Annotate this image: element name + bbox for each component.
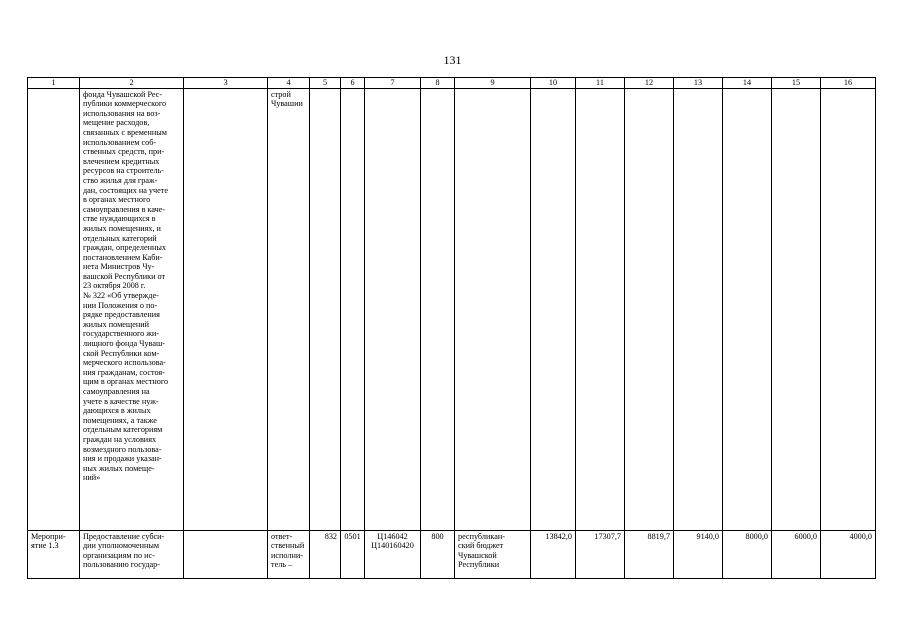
cell-empty (674, 88, 723, 530)
column-number: 11 (576, 78, 625, 89)
cell-empty (421, 88, 455, 530)
page-number: 131 (443, 53, 462, 67)
cell-empty (531, 88, 576, 530)
column-number: 9 (455, 78, 531, 89)
column-number: 13 (674, 78, 723, 89)
cell-empty (821, 88, 876, 530)
cell-measure-number: Меропри- ятие 1.3 (28, 530, 80, 578)
cell-responsible-executor: строй Чувашии (268, 88, 310, 530)
cell-empty (341, 88, 365, 530)
cell-amount: 9140,0 (674, 530, 723, 578)
cell-target-code: Ц146042 Ц140160420 (365, 530, 421, 578)
column-number: 2 (80, 78, 184, 89)
table-row-measure (28, 530, 876, 578)
cell-amount: 4000,0 (821, 530, 876, 578)
cell-measure-description: Предоставление субси- дии уполномоченным организациям по ис- пользованию государ- (80, 530, 184, 578)
cell-description-continued: фонда Чувашской Рес- публики коммерческого использования на воз- мещение расходов, связанных с временным использованием соб- ственных средств, при- влечением кредитных ресурсов на строитель- ство жилья для граж- дан, состоящих на учете в органах местного самоуправления в каче- стве нуждающихся в жилых помещениях, и отдельных категорий граждан, определенных постановлением Каби- нета Министров Чу- вашской Республики от 23 октября 2008 г. № 322 «Об утвержде- нии Положения о по- рядке предоставления жилых помещений государственного жи- лищного фонда Чуваш- ской Республики ком- мерческого использова- ния гражданам, состоя- щим в органах местного самоуправления на учете в качестве нуж- дающихся в жилых помещениях, а также отдельным категориям граждан на условиях возмездного пользова- ния и продажи указан- ных жилых помеще- ний» (80, 88, 184, 530)
column-number: 6 (341, 78, 365, 89)
cell-amount: 8000,0 (723, 530, 772, 578)
column-number: 12 (625, 78, 674, 89)
column-number: 1 (28, 78, 80, 89)
column-number: 3 (184, 78, 268, 89)
cell-amount: 8819,7 (625, 530, 674, 578)
cell-section-code: 0501 (341, 530, 365, 578)
column-number: 7 (365, 78, 421, 89)
cell-empty (184, 88, 268, 530)
cell-expense-type: 800 (421, 530, 455, 578)
cell-empty (772, 88, 821, 530)
cell-grbs-code: 832 (310, 530, 341, 578)
cell-empty (365, 88, 421, 530)
cell-empty (723, 88, 772, 530)
cell-empty (576, 88, 625, 530)
column-number-row (28, 78, 876, 89)
column-number: 5 (310, 78, 341, 89)
cell-amount: 13842,0 (531, 530, 576, 578)
cell-amount: 17307,7 (576, 530, 625, 578)
column-number: 10 (531, 78, 576, 89)
cell-responsible-executor: ответ- ственный исполни- тель – (268, 530, 310, 578)
cell-funding-source: республикан- ский бюджет Чувашской Республики (455, 530, 531, 578)
column-number: 4 (268, 78, 310, 89)
cell-amount: 6000,0 (772, 530, 821, 578)
column-number: 15 (772, 78, 821, 89)
cell-empty (625, 88, 674, 530)
column-number: 14 (723, 78, 772, 89)
column-number: 16 (821, 78, 876, 89)
cell-empty (455, 88, 531, 530)
table-row-continuation (28, 88, 876, 530)
cell-empty (310, 88, 341, 530)
cell-empty (184, 530, 268, 578)
budget-table (27, 77, 876, 579)
column-number: 8 (421, 78, 455, 89)
cell-empty (28, 88, 80, 530)
